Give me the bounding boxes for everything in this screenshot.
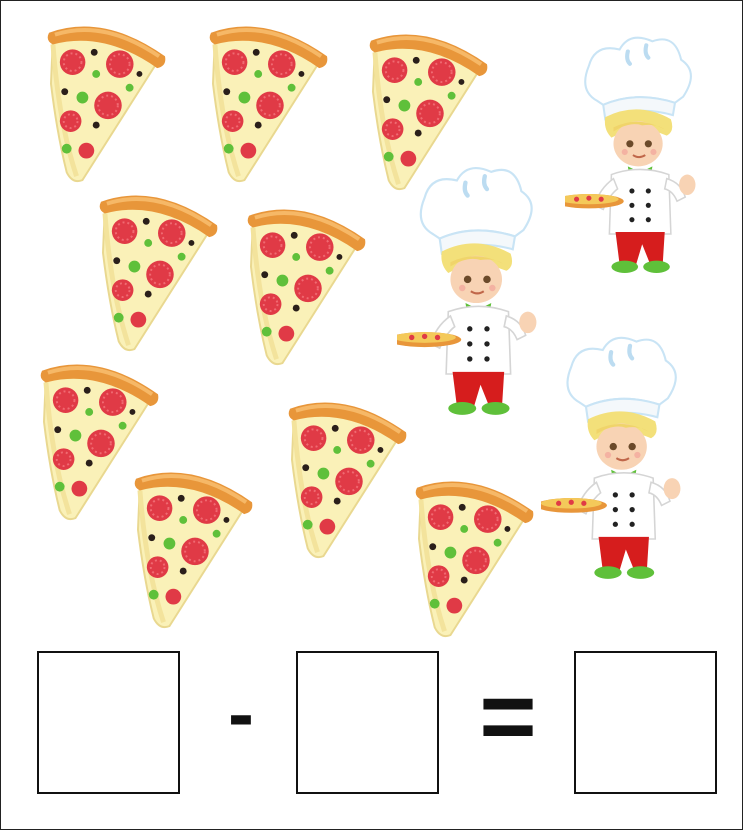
pizza-slice-icon (243, 198, 371, 370)
chef-boy-icon (565, 29, 705, 275)
pizza-slice-icon (43, 15, 171, 187)
chef-boy-icon (541, 329, 696, 581)
pizza-slice-icon (411, 470, 539, 642)
answer-box-result[interactable] (574, 651, 717, 794)
chef-boy-icon (397, 159, 549, 417)
answer-box-second[interactable] (296, 651, 439, 794)
equals-sign: = (479, 661, 537, 771)
pizza-slice-icon (130, 461, 258, 633)
answer-box-first[interactable] (37, 651, 180, 794)
pizza-slice-icon (205, 15, 333, 187)
pizza-slice-icon (95, 184, 223, 356)
pizza-slice-icon (284, 391, 412, 563)
minus-sign: - (228, 669, 254, 757)
